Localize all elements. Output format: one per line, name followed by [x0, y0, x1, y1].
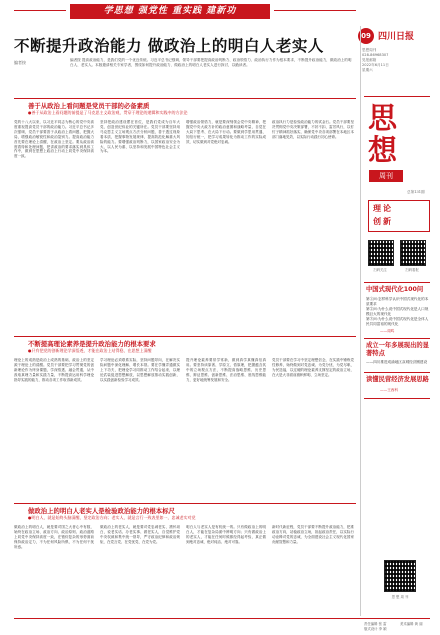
logo-char: 新 [383, 217, 391, 226]
section-title-top: 思 [368, 101, 398, 135]
rc-item: 第①问:怎样科学认识中国式现代化的本质要求 [366, 297, 429, 306]
article-column: 做政治上的明白人，就是要对国之大者心中有数，始终在政治立场、政治方向、政治原则、政治道路上同党中央保持高度一致，在错综复杂的形势面前保持政治定力，不为任何风险所惧，不为任何干扰所惑。 [14, 525, 94, 549]
section-heading: 做政治上的明白人老实人是检验政治能力的根本标尺 [28, 507, 175, 515]
rc-bottom-caption: 思 想 周 刊 [391, 595, 409, 599]
banner-rule-right [274, 10, 356, 11]
meta-line: 星期六 [362, 68, 373, 72]
banner-rule-left [14, 10, 66, 11]
section-issue: 总第131期 [407, 190, 425, 194]
article-column: 明白人与老实人是有机统一的。只有做政治上的明白人，才能在复杂局面中辨明方向；只有做政治上的老实人，才能在任何时候都经得起考验，真正做到绝对忠诚、绝对纯洁、绝对可靠。 [186, 525, 266, 544]
meta-line: 028-86968307 [362, 53, 389, 57]
divider [364, 338, 430, 339]
footer-rule [14, 618, 430, 619]
qr-code-icon [368, 240, 394, 266]
section-subheading: ●只有把党的创新理论学深悟透，才能在政治上站得稳，在思想上清醒 [28, 348, 152, 353]
article-column: 提升理论素养要常学常新，做到真学真懂真信真用。要坚持读原著、学原文、悟原理，把握蕴含其中的立场观点方法，不断提高战略思维、历史思维、辩证思维、创新思维、法治思维、底线思维能力，更好地统筹发展和安全。 [186, 358, 266, 382]
logo-char: 理 [373, 204, 381, 213]
rc-item: 第③问:为什么说中国式现代化是全体人民共同富裕的现代化 [366, 317, 429, 326]
section-title [368, 102, 404, 166]
section-rule [14, 503, 356, 504]
divider [364, 372, 430, 373]
article-column: 党员干部要在学习中坚定理想信念，在实践中锤炼党性修养，始终做到对党忠诚、为党分忧、为党尽职、为民造福，以过硬的理论素养支撑坚定的政治立场，在大是大非面前旗帜鲜明、立场坚定。 [272, 358, 354, 377]
top-banner: 学思想 强党性 重实践 建新功 [70, 4, 270, 19]
section-subheading: ●善于从政治上看问题的前提是了马克思主义政治观，贯穿于理论的逻辑和实践中的方法论 [28, 110, 188, 115]
qr-caption: 扫码看报 [405, 268, 419, 272]
divider [364, 398, 430, 399]
divider [364, 96, 430, 97]
intro-text: 编者按 提高政治能力，是我们党的一个优良传统。习近平总书记强调，领导干部要把提高政治判断力、政治领悟力、政治执行力作为根本要求，不断提升政治能力，做政治上的明白人、老实人。本版邀请相关专家学者，围绕如何提升政治能力、做政治上的明白人老实人进行探讨，以飨读者。 [70, 58, 352, 68]
divider [364, 282, 430, 283]
meta-line: 见报邮箱 [362, 58, 377, 62]
qr-code-icon [384, 560, 416, 592]
meta-line: 思想周刊 [362, 48, 377, 52]
article-column: 理论上的成熟是政治上成熟的基础，政治上的坚定源于理论上的清醒。党员干部要把学习贯彻党的创新理论作为终身课题，学深悟透、融会贯通，从中汲取真理力量和实践力量，不断提高运用科学理论指导实践的能力，推动各项工作取得新成效。 [14, 358, 94, 382]
logo-char: 创 [373, 217, 381, 226]
article-column: 增强政治领悟力，就是要深刻领会党中央精神，把握党中央大政方针的政治意图和战略考量，自觉在大局下思考、在大局下行动。要做到学思用贯通、知信行统一，把学习成果转化为推动工作的实际成效，切实做到对党绝对忠诚。 [186, 120, 266, 144]
rc-heading: 读懂民营经济发展思路 [366, 376, 429, 383]
logo-char: 论 [383, 204, 391, 213]
qr-code-icon [400, 240, 426, 266]
rc-author: ——王西科 [380, 388, 398, 392]
section-title-bottom: 想 [368, 133, 398, 167]
column-rule [360, 26, 361, 616]
article-column: 新时代新征程，党员干部要不断提升政治能力，把准政治方向，站稳政治立场，担起政治责任，以实际行动诠释对党的忠诚，为全面建设社会主义现代化国家贡献智慧和力量。 [272, 525, 354, 544]
article-column: 政治执行力是检验政治能力的试金石。党员干部要坚决贯彻党中央决策部署，不折不扣、雷厉风行，以钉钉子精神抓好落实，确保党中央各项部署在本地区本部门落地见效，以实际行动践行初心使命。 [272, 120, 354, 139]
rc-item: 第②问:为什么说中国式现代化是人口规模巨大的现代化 [366, 307, 429, 316]
footer-art: 美术编辑 黄 丽 [400, 622, 423, 626]
section-heading: 善于从政治上看问题是党员干部的必备素质 [28, 102, 150, 110]
intro-label: 编者按 [14, 60, 26, 65]
article-column: 党的十八大以来，以习近平同志为核心的党中央高度重视提高党员干部的政治能力。习近平总书记多次强调，党员干部要善于从政治上看问题、把握大局，增强政治敏锐性和政治鉴别力。提高政治能力首先要在理论上清醒，在政治上坚定。要从政治高度看待和处理问题，把讲政治的要求落实到具体工作中，做到在思想上政治上行动上同党中央保持高度一致。 [14, 120, 94, 159]
footer-layout: 版式设计 李 颖 [364, 627, 387, 631]
article-column: 学习理论必须联系实际，坚持问题导向，在解决实际问题中深化理解、增长本领。要在学懂弄通做实上下功夫，把理论学习同推动工作结合起来，以理论武装促进思想解放，以思想解放推动实践创新，以实践创新检验学习成效。 [100, 358, 180, 382]
section-rule [14, 98, 356, 99]
section-heading: 不断提高理论素养是提升政治能力的根本要求 [28, 340, 156, 348]
page-headline: 不断提升政治能力 做政治上的明白人老实人 [14, 37, 324, 55]
section-rule [14, 336, 356, 337]
qr-caption: 扫码关注 [373, 268, 387, 272]
section-subheading: ●明白人，就是始终头脑清醒、坚定政治方向；老实人，就是言行一致表里如一，忠诚老实对党 [28, 515, 196, 520]
rc-item: ——四川推进成渝地区双城经济圈建设 [366, 360, 428, 364]
rc-heading: 成立一年多展现出的显著特点 [366, 342, 429, 357]
meta-line: 2022年6月11日 [362, 63, 389, 67]
page-number-badge: 09 [358, 28, 374, 44]
paper-name: 四川日报 [378, 32, 415, 42]
footer-editor: 责任编辑 张 雷 [364, 622, 387, 626]
article-column: 做政治上的老实人，就是要对党忠诚老实、襟怀坦白，说老实话、办老实事、做老实人，自觉维护党中央权威和集中统一领导，严守政治纪律和政治规矩，在党言党、在党忧党、在党为党。 [100, 525, 180, 544]
section-subtitle: 周刊 [369, 170, 403, 182]
rc-heading: 中国式现代化100问 [366, 286, 424, 293]
article-column: 坚持把政治建设摆在首位，是我们党成为百年大党、创造世纪伟业的关键所在。党员干部要坚持用马克思主义立场观点方法分析问题，善于透过现象看本质，把握事物发展规律，提高防范化解重大风险的能力。要增强政治判断力，以国家政治安全为大、以人民为重、以坚持和发展中国特色社会主义为本。 [100, 120, 180, 154]
theory-logo [368, 200, 430, 232]
rc-author: ——周鸣 [380, 329, 395, 333]
